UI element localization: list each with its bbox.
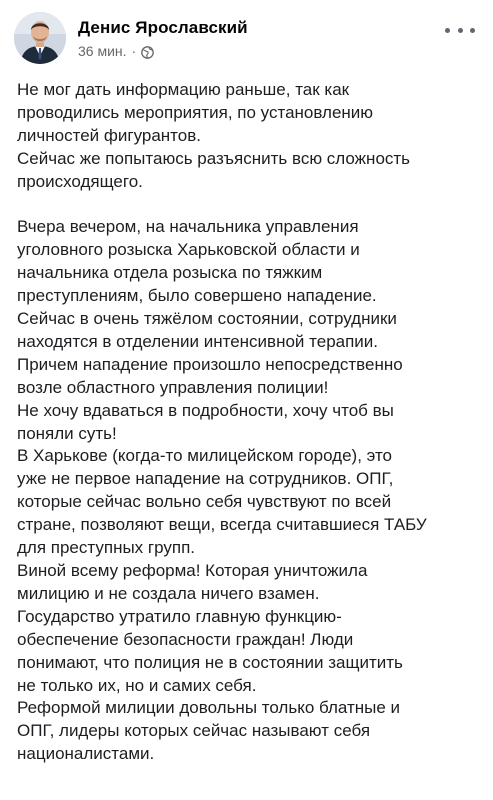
post-header (14, 12, 479, 68)
author-name[interactable]: Денис Ярославский (78, 18, 248, 37)
globe-icon[interactable] (141, 45, 154, 58)
more-dots-icon (458, 28, 463, 33)
post-paragraph: Вчера вечером, на начальника управления уголовного розыска Харьковской области и начальника отдела розыска по тяжким преступлениям, было совершено нападение. Сейчас в очень тяжёлом состоянии, сотрудники находятся в отделении интенсивной терапии. Причем нападение произошло непосредственно возле областного управления полиции! Не хочу вдаваться в подробности, хочу чтоб вы поняли суть! В Харькове (когда-то милицейском городе), это уже не первое нападение на сотрудников. ОПГ, которые сейчас вольно себя чувствуют по всей стране, позволяют вещи, всегда считавшиеся ТАБУ для преступных групп. Виной всему реформа! Которая уничтожила милицию и не создала ничего взамен. Государство утратило главную функцию- обеспечение безопасности граждан! Люди понимают, что полиция не в состоянии защитить не только их, но и самих себя. Реформой милиции довольны только блатные и ОПГ, лидеры которых сейчас называют себя националистами. (17, 217, 427, 764)
more-dots-icon (470, 28, 475, 33)
more-options-button[interactable] (445, 20, 475, 40)
post-meta (78, 42, 248, 60)
post-body (17, 79, 485, 766)
avatar-photo (14, 12, 66, 64)
author-block (78, 18, 248, 60)
more-dots-icon (445, 28, 450, 33)
author-avatar[interactable] (14, 12, 66, 64)
post-time[interactable]: 36 мин. (78, 43, 127, 59)
post-paragraph: Не мог дать информацию раньше, так как проводились мероприятия, по установлению личностей фигурантов. Сейчас же попытаюсь разъяснить всю сложность происходящего. (17, 80, 411, 191)
meta-separator: · (131, 43, 137, 59)
